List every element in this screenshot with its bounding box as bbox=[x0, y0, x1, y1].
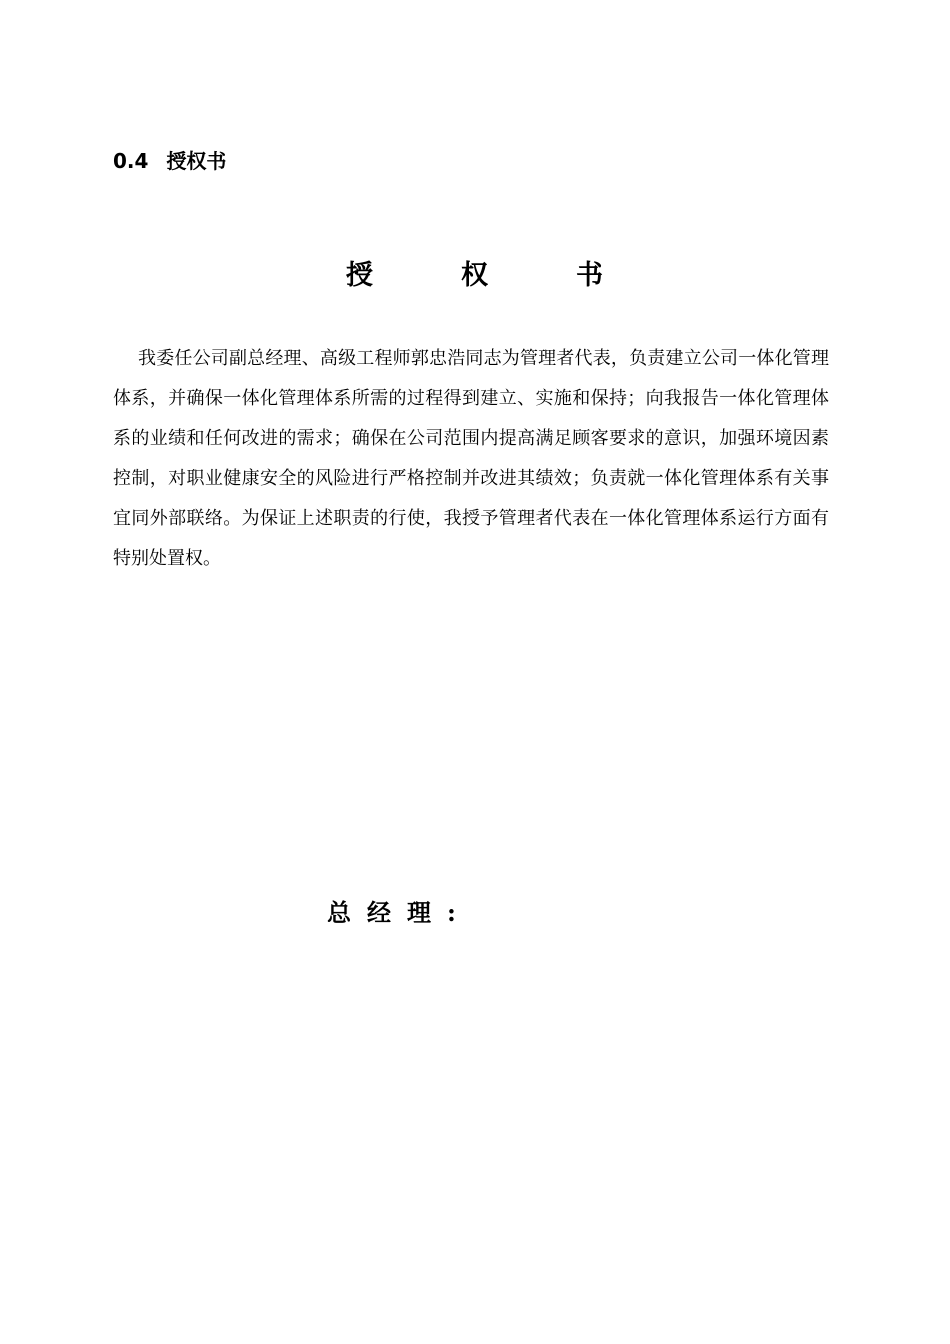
authorization-paragraph: 我委任公司副总经理、高级工程师郭忠浩同志为管理者代表，负责建立公司一体化管理体系，并确保一体化管理体系所需的过程得到建立、实施和保持；向我报告一体化管理体系的业绩和任何改进的需求；确保在公司范围内提高满足顾客要求的意识，加强环境因素控制，对职业健康安全的风险进行严格控制并改进其绩效；负责就一体化管理体系有关事宜同外部联络。为保证上述职责的行使，我授予管理者代表在一体化管理体系运行方面有特别处置权。 bbox=[113, 348, 829, 569]
document-title-char-1: 授 bbox=[346, 260, 373, 291]
document-title-char-3: 书 bbox=[576, 260, 603, 291]
signature-label: 总经理: bbox=[327, 898, 472, 927]
section-title: 授权书 bbox=[166, 149, 227, 173]
document-title-char-2: 权 bbox=[461, 260, 488, 291]
section-number: 0.4 bbox=[113, 149, 149, 173]
section-heading bbox=[113, 146, 226, 176]
document-title bbox=[330, 254, 630, 298]
